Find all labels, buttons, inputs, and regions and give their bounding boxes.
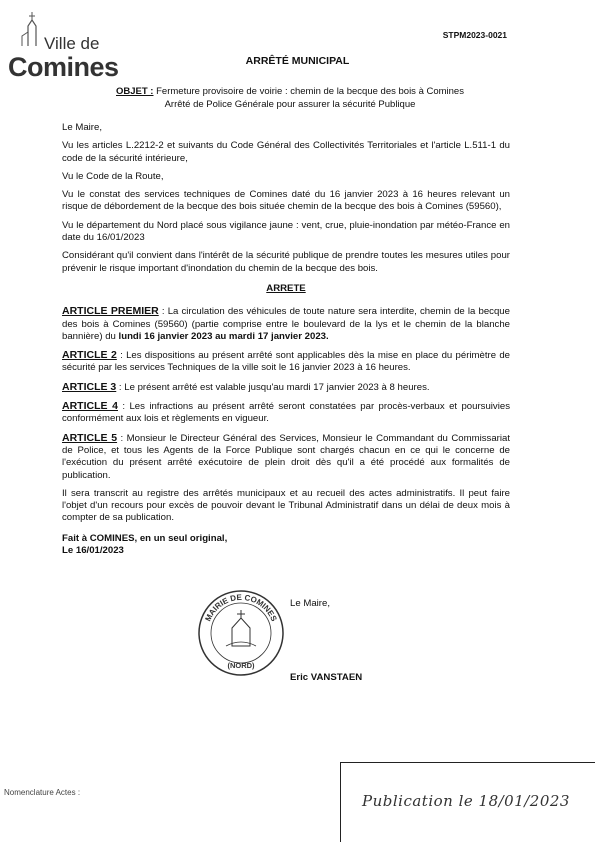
fait-a-date: Le 16/01/2023 <box>62 545 124 557</box>
logo-name-text: Comines <box>8 52 119 82</box>
preamble-paragraph: Vu les articles L.2212-2 et suivants du Code Général des Collectivités Territoriales et l'article L.511-1 du code de la sécurité intérieure, <box>62 140 510 164</box>
document-title: ARRÊTÉ MUNICIPAL <box>245 55 350 67</box>
stamp-bottom-text: (NORD) <box>227 661 255 670</box>
objet-line-1: Fermeture provisoire de voirie : chemin de la becque des bois à Comines <box>156 86 464 97</box>
mairie-stamp-icon <box>196 588 286 678</box>
article-label: ARTICLE 5 <box>62 431 118 444</box>
closing-paragraph: Il sera transcrit au registre des arrêtés municipaux et au recueil des actes administratifs. Il peut faire l'objet d'un recours pour excès de pouvoir devant le Tribunal Administratif dans un délai de deux mois à compter de sa publication. <box>62 487 510 524</box>
objet-line-2: Arrêté de Police Générale pour assurer la sécurité Publique <box>164 98 416 110</box>
church-icon <box>20 12 44 46</box>
fait-a-place: Fait à COMINES, en un seul original, <box>62 532 228 544</box>
article-paragraph <box>62 349 510 375</box>
article-text: : Monsieur le Directeur Général des Services, Monsieur le Commandant du Commissariat de Police, et tous les Agents de la Force Publique sont chargés chacun en ce qui le concerne de l'exécution du présent arrêté exécutoire de plein droit dès qu'il a été procédé aux formalités de publication. <box>62 432 510 481</box>
article-text: : Les dispositions au présent arrêté sont applicables dès la mise en place du périmètre de sécurité par les services Techniques de la ville soit le 16 janvier 2023 à 16 heures. <box>62 350 510 374</box>
fait-a-line <box>62 533 510 558</box>
article-label: ARTICLE 2 <box>62 349 117 362</box>
objet-block <box>60 86 520 111</box>
mayor-title: Le Maire, <box>290 598 330 609</box>
preamble-paragraph: Considérant qu'il convient dans l'intérêt de la sécurité publique de prendre toutes les mesures utiles pour prévenir le risque important d'inondation du chemin de la becque des bois. <box>62 250 510 274</box>
document-body <box>62 122 510 563</box>
article-text: : Le présent arrêté est valable jusqu'au mardi 17 janvier 2023 à 8 heures. <box>116 381 430 393</box>
preamble-paragraph: Vu le Code de la Route, <box>62 170 164 182</box>
article-paragraph <box>62 432 510 482</box>
publication-frame-top <box>340 762 595 763</box>
article-bold-text: lundi 16 janvier 2023 au mardi 17 janvier 2023. <box>118 330 329 342</box>
article-label: ARTICLE 3 <box>62 380 117 393</box>
article-label: ARTICLE PREMIER <box>62 305 159 318</box>
preamble-paragraph: Le Maire, <box>62 122 102 133</box>
article-label: ARTICLE 4 <box>62 400 118 413</box>
article-paragraph <box>62 381 510 394</box>
article-text: : Les infractions au présent arrêté seront constatées par procès-verbaux et poursuivies conformément aux lois et règlements en vigueur. <box>62 401 510 425</box>
publication-handwritten-note: Publication le 18/01/2023 <box>362 792 570 810</box>
arrete-heading: ARRETE <box>266 282 306 294</box>
signer-name: Eric VANSTAEN <box>290 672 363 683</box>
logo-town-text: Ville de <box>44 34 100 53</box>
preamble-paragraph: Vu le département du Nord placé sous vigilance jaune : vent, crue, pluie-inondation par météo-France en date du 16/01/2023 <box>62 219 510 244</box>
preamble-paragraph: Vu le constat des services techniques de Comines daté du 16 janvier 2023 à 16 heures relevant un risque de débordement de la becque des bois située chemin de la becque des bois à Comines (59560), <box>62 189 510 213</box>
article-paragraph <box>62 400 510 426</box>
article-paragraph <box>62 305 510 343</box>
document-reference: STPM2023-0021 <box>442 30 507 40</box>
nomenclature-label: Nomenclature Actes : <box>4 788 81 797</box>
stamp-top-text: MAIRIE DE COMINES <box>203 592 279 623</box>
publication-frame-left <box>340 762 341 842</box>
city-logo <box>8 12 118 82</box>
article-text: : La circulation des véhicules de toute nature sera interdite, chemin de la becque des bois à Comines (59560) (partie comprise entre le boulevard de la lys et le chemin de la blanche bannière) du <box>62 306 510 342</box>
objet-label: OBJET : <box>116 86 154 97</box>
